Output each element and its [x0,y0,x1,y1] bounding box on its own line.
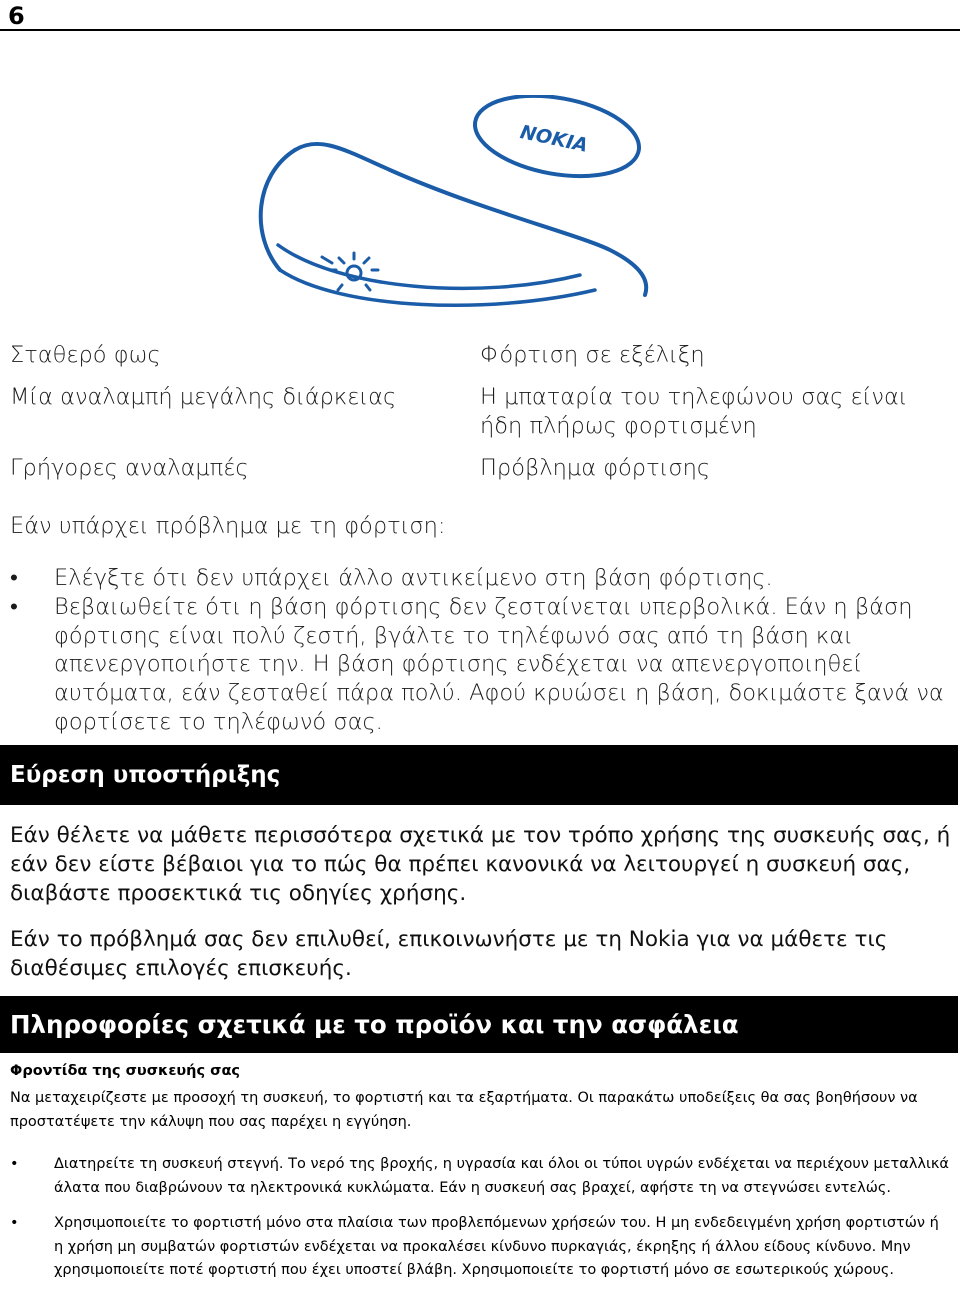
status-light-3: Γρήγορες αναλαμπές [10,455,249,481]
device-care-intro: Να μεταχειρίζεστε με προσοχή τη συσκευή, το φορτιστή και τα εξαρτήματα. Οι παρακάτω υποδείξεις θα σας βοηθήσουν να προστατέψετε την κάλυψη που σας παρέχει η εγγύηση. [10,1090,918,1130]
status-meaning-2: Η μπαταρία του τηλεφώνου σας είναι ήδη πλήρως φορτισμένη [480,384,908,439]
nokia-logo: NOKIA [518,121,590,157]
page-number: 6 [8,2,25,30]
status-light-2: Μία αναλαμπή μεγάλης διάρκειας [10,384,397,410]
list-item: • Χρησιμοποιείτε το φορτιστή μόνο στα πλαίσια των προβλεπόμενων χρήσεών του. Η μη ενδεδειγμένη χρήση φορτιστών ή η χρήση μη συμβατών φορτιστών ενδέχεται να προκαλέσει κίνδυνο πυρκαγιάς, έκρηξης ή άλλου είδους κίνδυνο. Μην χρησιμοποιείτε ποτέ φορτιστή που έχει υποστεί βλάβη. Χρησιμοποιείτε το φορτιστή μόνο σε εσωτερικούς χώρους. [10,1212,950,1283]
section-heading-support: Εύρεση υποστήριξης [0,745,958,805]
problem-bullet-list [10,564,950,737]
list-item: • Βεβαιωθείτε ότι η βάση φόρτισης δεν ζεσταίνεται υπερβολικά. Εάν η βάση φόρτισης είναι πολύ ζεστή, βγάλτε το τηλέφωνό σας από τη βάση και απενεργοποιήστε την. Η βάση φόρτισης ενδέχεται να απενεργοποιηθεί αυτόματα, εάν ζεσταθεί πάρα πολύ. Αφού κρυώσει η βάση, δοκιμάστε ξανά να φορτίσετε το τηλέφωνό σας. [10,593,950,737]
problem-intro: Εάν υπάρχει πρόβλημα με τη φόρτιση: [10,513,446,539]
charging-plate-illustration [250,95,670,310]
section-heading-safety: Πληροφορίες σχετικά με το προϊόν και την ασφάλεια [0,996,958,1053]
status-light-1: Σταθερό φως [10,342,161,368]
list-item: • Διατηρείτε τη συσκευή στεγνή. Το νερό της βροχής, η υγρασία και όλοι οι τύποι υγρών ενδέχεται να περιέχουν μεταλλικά άλατα που διαβρώνουν τα ηλεκτρονικά κυκλώματα. Εάν η συσκευή σας βραχεί, αφήστε τη να στεγνώσει εντελώς. [10,1153,950,1200]
support-paragraph: Εάν θέλετε να μάθετε περισσότερα σχετικά με τον τρόπο χρήσης της συσκευής σας, ή εάν δεν είστε βέβαιοι για το πώς θα πρέπει κανονικά να λειτουργεί η συσκευή σας, διαβάστε προσεκτικά τις οδηγίες χρήσης. [10,823,951,906]
status-meaning-3: Πρόβλημα φόρτισης [480,455,711,481]
support-paragraph: Εάν το πρόβλημά σας δεν επιλυθεί, επικοινωνήστε με τη Nokia για να μάθετε τις διαθέσιμες επιλογές επισκευής. [10,927,888,981]
subheading-device-care: Φροντίδα της συσκευής σας [10,1063,240,1079]
care-bullet-list [10,1153,950,1295]
status-meaning-1: Φόρτιση σε εξέλιξη [480,342,705,368]
list-item: • Ελέγξτε ότι δεν υπάρχει άλλο αντικείμενο στη βάση φόρτισης. [10,564,950,593]
header-rule [0,29,960,31]
